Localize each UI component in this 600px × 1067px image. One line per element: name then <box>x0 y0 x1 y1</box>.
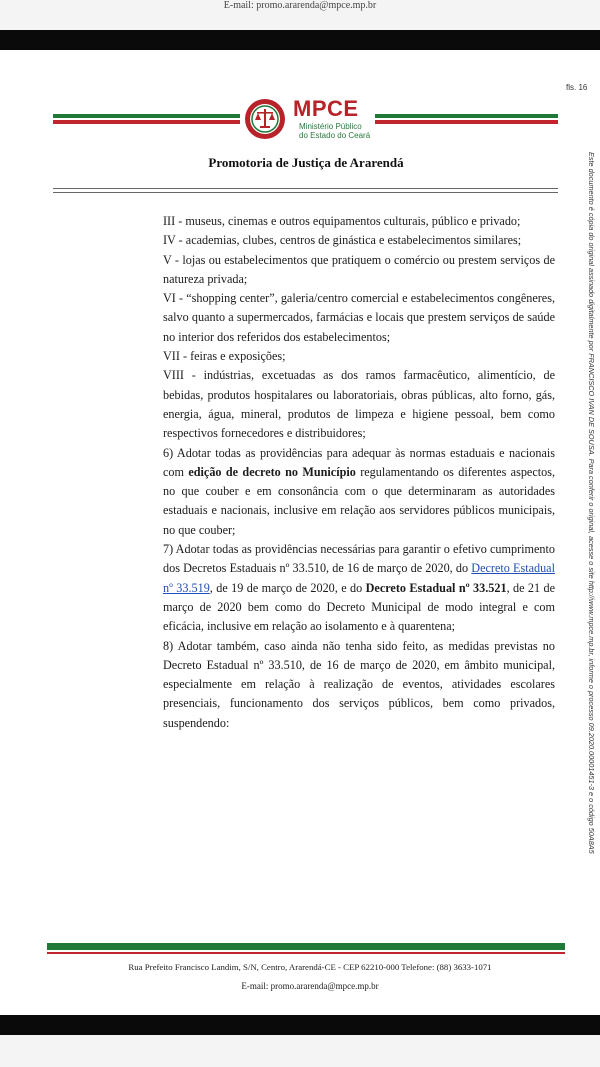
logo-subtitle <box>299 122 370 140</box>
item-iv: IV - academias, clubes, centros de ginástica e estabelecimentos similares; <box>163 233 522 248</box>
header-stripe-left <box>53 114 240 126</box>
item-iii: III - museus, cinemas e outros equipamentos culturais, público e privado; <box>163 214 521 228</box>
mpce-logo <box>243 97 375 145</box>
paragraph-6-text-b: regulamentando os diferentes aspectos, no que couber e em consonância com o que determinaram as autoridades estaduais e nacionais, inclusive em relação aos servidores públicos municipais, no que couber; <box>163 464 555 537</box>
paragraph-6-bold: edição de decreto no Município <box>188 464 356 479</box>
logo-title: MPCE <box>293 96 359 121</box>
paragraph-7-text-b: , de 19 de março de 2020, e do <box>209 580 366 595</box>
page-number: fls. 16 <box>566 83 588 92</box>
paragraph-8: 8) Adotar também, caso ainda não tenha sido feito, as medidas previstas no Decreto Estadual nº 33.510, de 16 de março de 2020, em âmbito municipal, especialmente em relação à realização de eventos, atividades escolares presenciais, funcionamento dos serviços públicos, bem como privados, suspendendo: <box>163 638 555 730</box>
decreto-33519-link[interactable]: Decreto Estadual nº 33.519 <box>163 561 555 595</box>
top-black-bar <box>0 30 600 50</box>
logo-subtitle-line2: do Estado do Ceará <box>299 131 371 140</box>
top-email: E-mail: promo.ararenda@mpce.mp.br <box>223 0 377 11</box>
bottom-strip <box>0 1035 600 1067</box>
header-stripe-right <box>375 114 558 126</box>
item-vii: VII - feiras e exposições; <box>163 349 286 364</box>
paragraph-6 <box>163 444 555 540</box>
paragraph-6-text-a: 6) Adotar todas as providências para adequar às normas estaduais e nacionais com <box>163 445 555 479</box>
document-body <box>163 212 555 733</box>
header-divider <box>53 188 558 193</box>
item-vi: VI - “shopping center”, galeria/centro comercial e estabelecimentos congêneres, salvo quanto a supermercados, farmácias e locais que prestem serviços de saúde no interior dos referidos dos estabelecimentos; <box>163 291 555 344</box>
footer-stripe <box>47 943 565 954</box>
paragraph-7-text-c: , de 21 de março de 2020 bem como do Decreto Municipal de modo integral e com eficácia, inclusive em relação ao isolamento e à quarentena; <box>163 580 556 634</box>
justice-seal-icon <box>243 97 287 141</box>
item-viii: VIII - indústrias, excetuadas as dos ramos farmacêutico, alimentício, de bebidas, produtos hospitalares ou laboratoriais, obras públicas, alto forno, gás, energia, água, mineral, produtos de limpeza e higiene pessoal, bem como respectivos fornecedores e distribuidores; <box>163 368 555 441</box>
paragraph-7-text-a: 7) Adotar todas as providências necessárias para garantir o efetivo cumprimento dos Decretos Estaduais nº 33.510, de 16 de março de 2020, do <box>163 542 555 576</box>
item-v: V - lojas ou estabelecimentos que pratiquem o comércio ou prestem serviços de natureza privada; <box>163 252 555 286</box>
paragraph-7-bold: Decreto Estadual nº 33.521 <box>365 580 507 595</box>
office-header: Promotoria de Justiça de Ararendá <box>208 155 404 170</box>
logo-subtitle-line1: Ministério Público <box>299 122 362 131</box>
top-cropped-strip <box>0 0 600 32</box>
digital-signature-stamp: Este documento é cópia do original assinado digitalmente por FRANCISCO IVAN DE SOUSA. Para conferir o original, acesse o site http://www.mpce.mp.br, informe o processo 09.2020.00001451-3 e o código 50A8A5 <box>587 152 596 854</box>
footer-address: Rua Prefeito Francisco Landim, S/N, Centro, Ararendá-CE - CEP 62210-000 Telefone: (88) 3633-1071 <box>128 962 492 972</box>
bottom-black-bar <box>0 1015 600 1035</box>
paragraph-7 <box>163 540 555 636</box>
footer-email: E-mail: promo.ararenda@mpce.mp.br <box>241 981 379 991</box>
